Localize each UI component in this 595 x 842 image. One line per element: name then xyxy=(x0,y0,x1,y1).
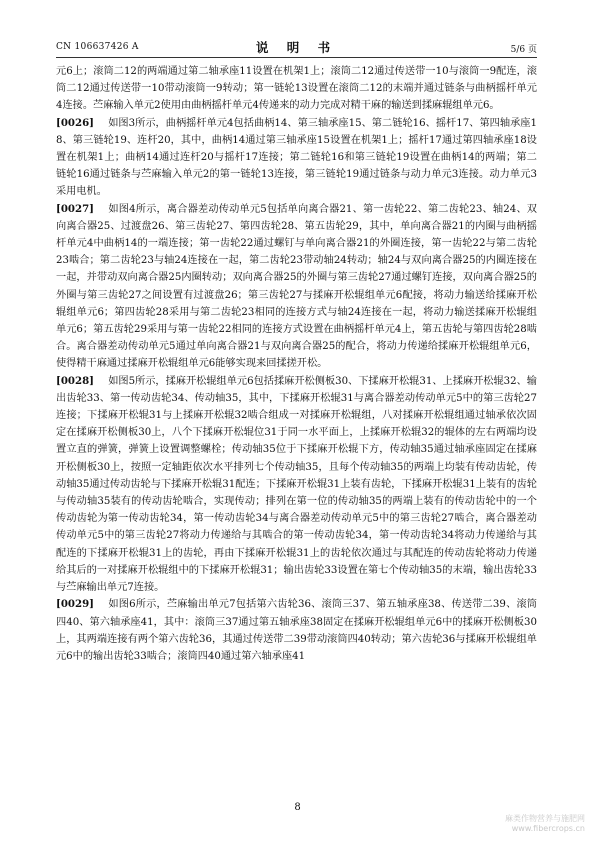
paragraph-number: [0026] xyxy=(56,116,94,129)
document-number: CN 106637426 A xyxy=(56,42,139,52)
document-title: 说 明 书 xyxy=(255,40,338,55)
watermark xyxy=(505,814,585,834)
document-body xyxy=(56,63,537,665)
paragraph-text: 如图6所示，苎麻输出单元7包括第六齿轮36、滚筒三37、第五轴承座38、传送带二39、滚筒四40、第六轴承座41，其中：滚筒三37通过第五轴承座38固定在揉麻开松辊组单元6中的揉麻开松侧板30上，其两端连接有两个第六齿轮36，其通过传送带二39带动滚筒四40转动；第六齿轮36与揉麻开松辊组单元6中的输出齿轮33啮合；滚筒四40通过第六轴承座41 xyxy=(56,599,537,662)
paragraph-text: 如图3所示，曲柄摇杆单元4包括曲柄14、第三轴承座15、第二链轮16、摇杆17、第四轴承座18、第三链轮19、连杆20，其中，曲柄14通过第三轴承座15设置在机架1上；摇杆17通过第四轴承座18设置在机架1上；曲柄14通过连杆20与摇杆17连接；第二链轮16和第三链轮19设置在曲柄14的两端；第二链轮16通过链条与苎麻输入单元2的第一链轮13连接，第三链轮19通过链条与动力单元3连接。动力单元3采用电机。 xyxy=(56,117,537,198)
paragraph-number: [0027] xyxy=(56,202,94,215)
watermark-url: www.fibercrops.cn xyxy=(511,824,585,833)
paragraph-0028 xyxy=(56,373,537,597)
paragraph-0027 xyxy=(56,201,537,373)
paragraph-number: [0028] xyxy=(56,374,94,387)
paragraph-text: 如图5所示，揉麻开松辊组单元6包括揉麻开松侧板30、下揉麻开松辊31、上揉麻开松辊32、输出齿轮33、第一传动齿轮34、传动轴35，其中，下揉麻开松辊31与离合器差动传动单元5中的第三齿轮27连接；下揉麻开松辊31与上揉麻开松辊32啮合组成一对揉麻开松辊组，八对揉麻开松辊组通过轴承依次固定在揉麻开松侧板30上，八个下揉麻开松辊位31于同一水平面上，上揉麻开松辊32的辊体的左右两端均设置立直的弹簧，弹簧上设置调整螺栓；传动轴35位于下揉麻开松辊下方，传动轴35通过轴承座固定在揉麻开松侧板30上，按照一定轴距依次水平排列七个传动轴35，且每个传动轴35的两端上均装有传动齿轮，传动轴35通过传动齿轮与下揉麻开松辊31配连；下揉麻开松辊31上装有齿轮，下揉麻开松辊31上装有的齿轮与传动轴35装有的传动齿轮啮合，实现传动；排列在第一位的传动轴35的两端上装有的传动齿轮中的一个传动齿轮为第一传动齿轮34，第一传动齿轮34与离合器差动传动单元5中的第三齿轮27啮合，离合器差动传动单元5中的第三齿轮27将动力传递给与其啮合的第一传动齿轮34，第一传动齿轮34将动力传递给与其配连的下揉麻开松辊31上的齿轮，再由下揉麻开松辊31上的齿轮依次通过与其配连的传动齿轮将动力传递给其后的一对揉麻开松辊组中的下揉麻开松辊31；输出齿轮33设置在第七个传动轴35的末端，输出齿轮33与苎麻输出单元7连接。 xyxy=(56,375,537,594)
paragraph-0029 xyxy=(56,596,537,665)
paragraph-continuation xyxy=(56,63,537,115)
page-of-indicator: 5/6 页 xyxy=(510,45,537,55)
watermark-site-name: 麻类作物营养与施肥网 xyxy=(505,814,585,823)
header-rule xyxy=(56,57,537,58)
page-number: 8 xyxy=(294,802,301,813)
page-header xyxy=(56,38,537,56)
paragraph-text: 元6上；滚筒二12的两端通过第二轴承座11设置在机架1上；滚筒二12通过传送带一10与滚筒一9配连，滚筒二12通过传送带一10带动滚筒一9转动；第一链轮13设置在滚筒二12的末端并通过链条与曲柄摇杆单元4连接。苎麻输入单元2使用由曲柄摇杆单元4传递来的动力完成对精干麻的输送到揉麻辊组单元6。 xyxy=(56,66,537,112)
paragraph-text: 如图4所示，离合器差动传动单元5包括单向离合器21、第一齿轮22、第二齿轮23、轴24、双向离合器25、过渡盘26、第三齿轮27、第四齿轮28、第五齿轮29，其中，单向离合器21的内圈与曲柄摇杆单元4中曲柄14的一端连接；第一齿轮22通过螺钉与单向离合器21的外圈连接，第一齿轮22与第二齿轮23啮合；第二齿轮23与轴24连接在一起，第二齿轮23带动轴24转动；轴24与双向离合器25的内圈连接在一起，并带动双向离合器25内圈转动；双向离合器25的外圈与第三齿轮27通过螺钉连接，双向离合器25的外圈与第三齿轮27之间设置有过渡盘26；第三齿轮27与揉麻开松辊组单元6配接，将动力输送给揉麻开松辊组单元6；第四齿轮28采用与第二齿轮23相同的连接方式与轴24连接在一起，将动力输送揉麻开松辊组单元6；第五齿轮29采用与第一齿轮22相同的连接方式设置在曲柄摇杆单元4上，第五齿轮与第四齿轮28啮合。离合器差动传动单元5通过单向离合器21与双向离合器25的配合，将动力传递给揉麻开松辊组单元6，使得精干麻通过揉麻开松辊组单元6能够实现来回揉搓开松。 xyxy=(56,203,537,370)
paragraph-0026 xyxy=(56,115,537,201)
paragraph-number: [0029] xyxy=(56,598,94,611)
